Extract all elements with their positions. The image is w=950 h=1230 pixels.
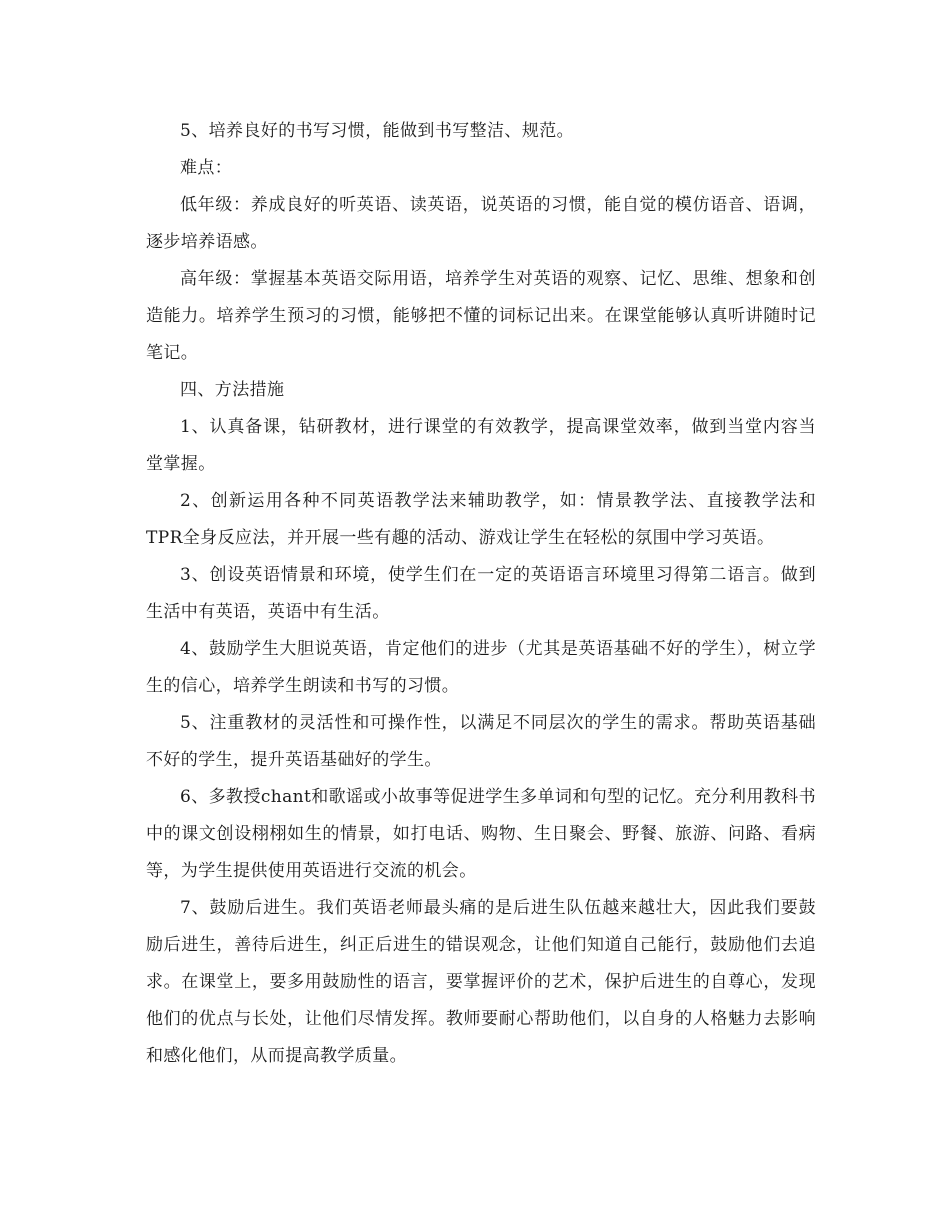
- paragraph-difficulties-heading: 难点：: [180, 158, 233, 178]
- paragraph-method-4: 4、鼓励学生大胆说英语，肯定他们的进步（尤其是英语基础不好的学生），树立学生的信心，培养学生朗读和书写的习惯。: [146, 639, 816, 696]
- paragraph-lower-grade: 低年级：养成良好的听英语、读英语，说英语的习惯，能自觉的模仿语音、语调，逐步培养语感。: [146, 195, 816, 252]
- paragraph-method-1: 1、认真备课，钻研教材，进行课堂的有效教学，提高课堂效率，做到当堂内容当堂掌握。: [146, 417, 816, 474]
- paragraph-upper-grade: 高年级：掌握基本英语交际用语，培养学生对英语的观察、记忆、思维、想象和创造能力。培养学生预习的习惯，能够把不懂的词标记出来。在课堂能够认真听讲随时记笔记。: [146, 269, 816, 363]
- paragraph-method-5: 5、注重教材的灵活性和可操作性，以满足不同层次的学生的需求。帮助英语基础不好的学生，提升英语基础好的学生。: [146, 713, 816, 770]
- document-body: [146, 113, 816, 1075]
- paragraph-method-7: 7、鼓励后进生。我们英语老师最头痛的是后进生队伍越来越壮大，因此我们要鼓励后进生，善待后进生，纠正后进生的错误观念，让他们知道自己能行，鼓励他们去追求。在课堂上，要多用鼓励性的语言，要掌握评价的艺术，保护后进生的自尊心，发现他们的优点与长处，让他们尽情发挥。教师要耐心帮助他们，以自身的人格魅力去影响和感化他们，从而提高教学质量。: [146, 898, 816, 1066]
- paragraph-method-2: 2、创新运用各种不同英语教学法来辅助教学，如：情景教学法、直接教学法和TPR全身反应法，并开展一些有趣的活动、游戏让学生在轻松的氛围中学习英语。: [146, 491, 816, 548]
- paragraph-method-6: 6、多教授chant和歌谣或小故事等促进学生多单词和句型的记忆。充分利用教科书中的课文创设栩栩如生的情景，如打电话、购物、生日聚会、野餐、旅游、问路、看病等，为学生提供使用英语进行交流的机会。: [146, 787, 816, 881]
- paragraph-method-3: 3、创设英语情景和环境，使学生们在一定的英语语言环境里习得第二语言。做到生活中有英语，英语中有生活。: [146, 565, 816, 622]
- section-heading-methods: 四、方法措施: [180, 380, 285, 400]
- paragraph-writing-habit: 5、培养良好的书写习惯，能做到书写整洁、规范。: [180, 121, 575, 141]
